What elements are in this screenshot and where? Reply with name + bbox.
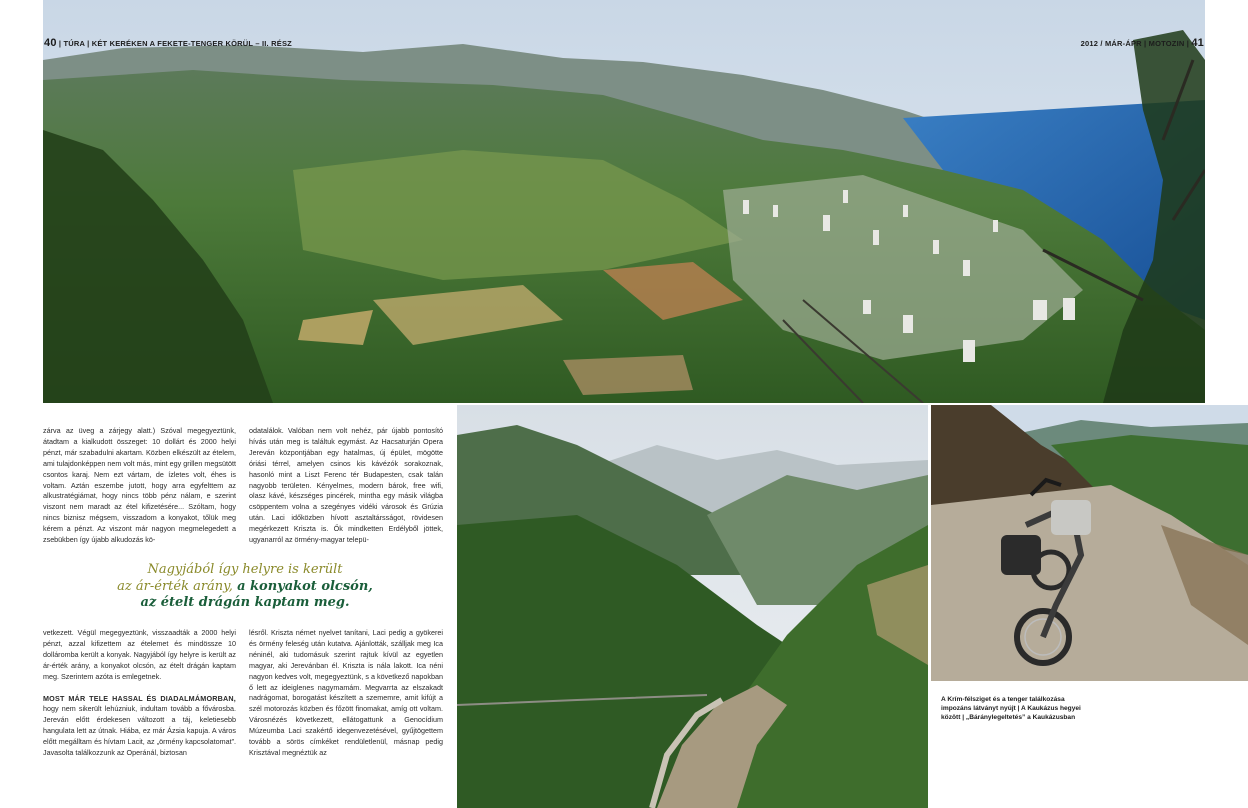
pull-quote xyxy=(80,562,410,612)
photo-caption xyxy=(941,695,1131,722)
lead-continuation: hogy nem sikerült lehúzniuk, indultam tovább a fővárosba. Jereván előtt érdekesen változott a táj, keletiesebb hangulata lett az útnak. Hiába, ez már Ázsia kapuja. A város előtt megálltam és hívtam Lacit, az „örmény kapcsolatomat”. Javasolta találkozzunk az Operánál, biztosan xyxy=(43,704,236,758)
lead-in: MOST MÁR TELE HASSAL ÉS DIADALMÁMORBAN, xyxy=(43,693,236,703)
article-column-2-bottom xyxy=(249,628,443,759)
article-column-1-top xyxy=(43,426,236,546)
caucasus-valley-photo xyxy=(457,405,928,808)
paragraph: lésről. Kriszta német nyelvet tanítani, Laci pedig a gyökerei és örmény feleség után kutatva. Ajánlották, szálljak meg Ica néninél, aki tudomásuk szerint rajtuk kívül az egyetlen magyar, aki Jerevánban él. Kriszta is nála lakott. Ica néni nagyon kedves volt, megegyeztünk, s a következő napokban ő lett az ideiglenes nagymamám. Megvarrta az elszakadt nadrágomat, borogatást készített a szememre, amit kifújt a szél motorozás közben és főzött finomakat, amíg ott voltam. Városnézés következett, ellátogattunk a Genocídium Múzeumba Laci szakértő idegenvezetésével, gyűjtögettem tovább a sörös címkéket rendületlenül, másnap pedig Krisztával megnéztük az xyxy=(249,628,443,757)
running-header-left xyxy=(44,37,292,49)
pull-quote-highlight: a konyakot olcsón, xyxy=(237,578,373,594)
pull-quote-line-3: az ételt drágán kaptam meg. xyxy=(140,595,350,610)
page-number-right: 41 xyxy=(1191,37,1204,49)
paragraph: zárva az üveg a zárjegy alatt.) Szóval megegyeztünk, átadtam a kialkudott összeget: 10 dollárt és 2000 helyi pénzt, már szabadulni akartam. Közben elkészült az ételem, ami tulajdonképpen nem volt más, mint egy grillen megsütött csontos karaj. Nem ezt vártam, de ízletes volt, éhes is voltam. Aztán eszembe jutott, hogy arra egyfelttem az alkustratégiámat, hogy nincs több pénz nálam, e szerint viszont nem maradt az étel kifizetésére... Szóltam, hogy nincs biznisz mégsem, visszadom a konyakot, tőlük meg kérem a pénzt. Az viszont már nagyon megmelegedett a zsebükben így újabb alkudozás kö- xyxy=(43,426,236,545)
caption-line-2: impozáns látványt nyújt | A Kaukázus hegyei xyxy=(941,705,1081,712)
pull-quote-line-1: Nagyjából így helyre is került xyxy=(147,562,343,577)
pull-quote-plain: az ár-érték arány, xyxy=(117,578,238,594)
caption-line-3: között | „Báránylegeltetés” a Kaukázusban xyxy=(941,714,1076,721)
pull-quote-line-2 xyxy=(80,579,410,596)
page-number-left: 40 xyxy=(44,37,57,49)
section-title: | TÚRA | KÉT KERÉKEN A FEKETE-TENGER KÖRÜL – II. RÉSZ xyxy=(56,39,292,48)
article-column-2-top xyxy=(249,426,443,546)
article-column-1-bottom xyxy=(43,628,236,759)
paragraph: vetkezett. Végül megegyeztünk, visszaadták a 2000 helyi pénzt, azzal kifizettem az ételemet és mindössze 10 dolláromba került a konyak. Nagyjából így helyre is került az ár-érték arány, a konyakot olcsón, az ételt drágán kaptam meg. Szerintem azóta is emlegetnek. xyxy=(43,628,236,681)
issue-info: 2012 / MÁR-ÁPR | MOTOZIN | xyxy=(1080,39,1192,48)
paragraph-lead xyxy=(43,694,236,759)
caption-line-1: A Krím-félsziget és a tenger találkozása xyxy=(941,696,1065,703)
motorcycle-photo xyxy=(931,405,1248,681)
paragraph: odatalálok. Valóban nem volt nehéz, pár újabb pontosító hívás után meg is találtuk egymást. Az Hacsaturján Opera Jereván központjában egy hatalmas, új épület, mögötte óriási térrel, amelyen csinos kis kávézók sorakoznak, hasonló mint a Liszt Ferenc tér Budapesten, csak talán nagyobb területen. Kényelmes, modern bárok, free wifi, olasz kávé, készséges pincérek, mintha egy másik világba csöppentem volna a szegényes vidéki városok és Grúzia után. Laci időközben hívott asztaltársságot, rövidesen megérkezett Kriszta is. Ők mindketten Erdélyből jöttek, ugyanarról az örmény-magyar telepü- xyxy=(249,426,443,545)
crimea-panorama-photo xyxy=(43,0,1205,403)
running-header-right xyxy=(1081,37,1204,49)
